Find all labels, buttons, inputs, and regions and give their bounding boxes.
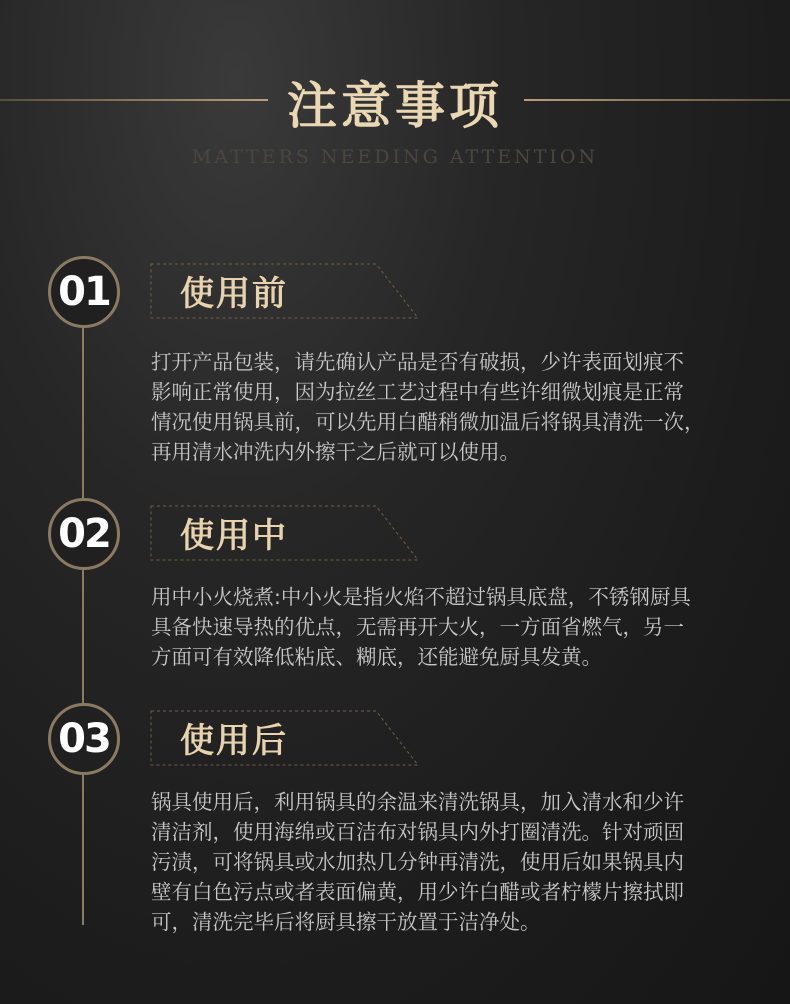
page-subtitle: MATTERS NEEDING ATTENTION bbox=[191, 146, 599, 168]
body-line: 方面可有效降低粘底、糊底，还能避免厨具发黄。 bbox=[151, 645, 602, 669]
body-line: 情况使用锅具前，可以先用白醋稍微加温后将锅具清洗一次， bbox=[151, 410, 705, 434]
section-body bbox=[151, 582, 741, 672]
section-body bbox=[151, 347, 741, 467]
body-line: 清洁剂，使用海绵或百洁布对锅具内外打圈清洗。针对顽固 bbox=[151, 820, 684, 844]
step-number-badge: 01 bbox=[48, 256, 120, 328]
body-line: 壁有白色污点或者表面偏黄，用少许白醋或者柠檬片擦拭即 bbox=[151, 880, 684, 904]
body-line: 影响正常使用，因为拉丝工艺过程中有些许细微划痕是正常 bbox=[151, 380, 684, 404]
section-title: 使用后 bbox=[180, 721, 288, 761]
timeline-line bbox=[82, 300, 84, 925]
body-line: 打开产品包装，请先确认产品是否有破损，少许表面划痕不 bbox=[151, 350, 684, 374]
step-number-badge: 03 bbox=[48, 703, 120, 775]
body-line: 可，清洗完毕后将厨具擦干放置于洁净处。 bbox=[151, 910, 541, 934]
body-line: 用中小火烧煮:中小火是指火焰不超过锅具底盘，不锈钢厨具 bbox=[151, 585, 691, 609]
page-title: 注意事项 bbox=[287, 77, 503, 135]
section-title: 使用中 bbox=[180, 516, 288, 556]
body-line: 再用清水冲洗内外擦干之后就可以使用。 bbox=[151, 440, 520, 464]
header bbox=[0, 0, 790, 200]
body-line: 具备快速导热的优点，无需再开大火，一方面省燃气，另一 bbox=[151, 615, 684, 639]
body-line: 锅具使用后，利用锅具的余温来清洗锅具，加入清水和少许 bbox=[151, 790, 684, 814]
section-body bbox=[151, 787, 741, 937]
section-title: 使用前 bbox=[180, 274, 288, 314]
body-line: 污渍，可将锅具或水加热几分钟再清洗，使用后如果锅具内 bbox=[151, 850, 684, 874]
step-number-badge: 02 bbox=[48, 498, 120, 570]
